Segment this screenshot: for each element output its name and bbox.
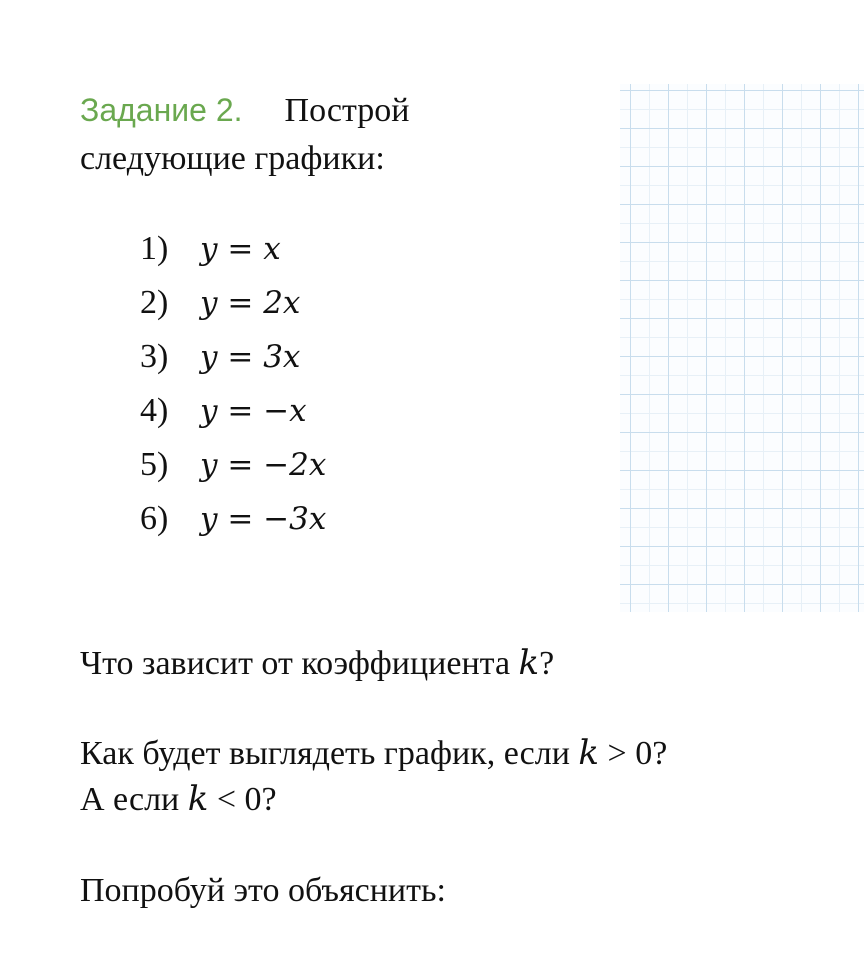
question-text: А если: [80, 781, 188, 818]
equation-formula: y = −3x: [200, 501, 327, 537]
item-number: 4): [140, 392, 169, 429]
equations-list: [140, 222, 326, 546]
list-item: [140, 330, 326, 384]
graph-paper-grid: [620, 84, 864, 612]
item-number: 5): [140, 446, 169, 483]
task-instruction-line2: следующие графики:: [80, 140, 385, 177]
item-number: 3): [140, 338, 169, 375]
equation-formula: y = 3x: [200, 339, 301, 375]
variable-k: k: [187, 779, 209, 819]
question-explain: Попробуй это объяснить:: [80, 872, 446, 909]
item-number: 1): [140, 230, 169, 267]
question-negative-k: [80, 776, 277, 823]
question-end: < 0?: [208, 781, 277, 818]
list-item: [140, 384, 326, 438]
question-text: Как будет выглядеть график, если: [80, 735, 579, 772]
question-end: ?: [539, 645, 555, 682]
list-item: [140, 492, 326, 546]
task-heading: [80, 86, 550, 183]
question-end: > 0?: [599, 735, 668, 772]
equation-formula: y = −x: [200, 393, 307, 429]
task-instruction-line1: Построй: [284, 92, 410, 129]
variable-k: k: [578, 733, 600, 773]
equation-formula: y = x: [200, 231, 281, 267]
list-item: [140, 222, 326, 276]
question-text: Что зависит от коэффициента: [80, 645, 519, 682]
item-number: 6): [140, 500, 169, 537]
equation-formula: y = −2x: [200, 447, 327, 483]
variable-k: k: [518, 643, 540, 683]
list-item: [140, 438, 326, 492]
question-coefficient: [80, 640, 554, 687]
item-number: 2): [140, 284, 169, 321]
equation-formula: y = 2x: [200, 285, 301, 321]
list-item: [140, 276, 326, 330]
task-number-label: Задание 2.: [80, 92, 243, 128]
question-positive-k: [80, 730, 667, 777]
